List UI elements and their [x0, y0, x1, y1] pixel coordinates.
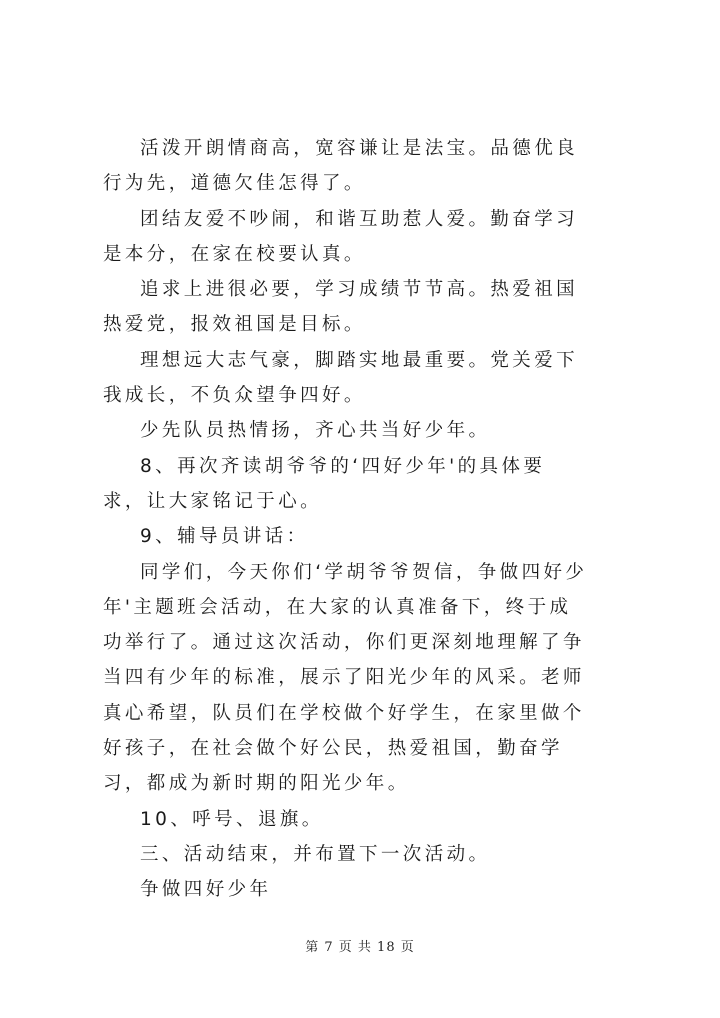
document-body — [103, 131, 589, 908]
paragraph: 9、辅导员讲话： — [140, 526, 309, 548]
page-number-footer: 第 7 页 共 18 页 — [305, 940, 415, 955]
paragraph: 10、呼号、退旗。 — [140, 808, 324, 830]
paragraph: 理想远大志气豪，脚踏实地最重要。党关爱下我成长，不负众望争四好。 — [103, 349, 579, 407]
section-title: 争做四好少年 — [140, 879, 272, 901]
paragraph: 8、再次齐读胡爷爷的‘四好少年'的具体要求，让大家铭记于心。 — [103, 455, 546, 512]
paragraph: 少先队员热情扬，齐心共当好少年。 — [140, 420, 491, 442]
paragraph: 团结友爱不吵闹，和谐互助惹人爱。勤奋学习是本分，在家在校要认真。 — [103, 208, 579, 265]
paragraph: 同学们，今天你们‘学胡爷爷贺信，争做四好少年'主题班会活动，在大家的认真准备下，终于成功举行了。通过这次活动，你们更深刻地理解了争当四有少年的标准，展示了阳光少年的风采。老师真心希望，队员们在学校做个好学生，在家里做个好孩子，在社会做个好公民，热爱祖国，勤奋学习，都成为新时期的阳光少年。 — [103, 561, 588, 795]
paragraph: 追求上进很必要，学习成绩节节高。热爱祖国热爱党，报效祖国是目标。 — [103, 279, 579, 336]
paragraph: 活泼开朗情商高，宽容谦让是法宝。品德优良行为先，道德欠佳怎得了。 — [103, 138, 579, 195]
paragraph: 三、活动结束，并布置下一次活动。 — [140, 843, 491, 865]
